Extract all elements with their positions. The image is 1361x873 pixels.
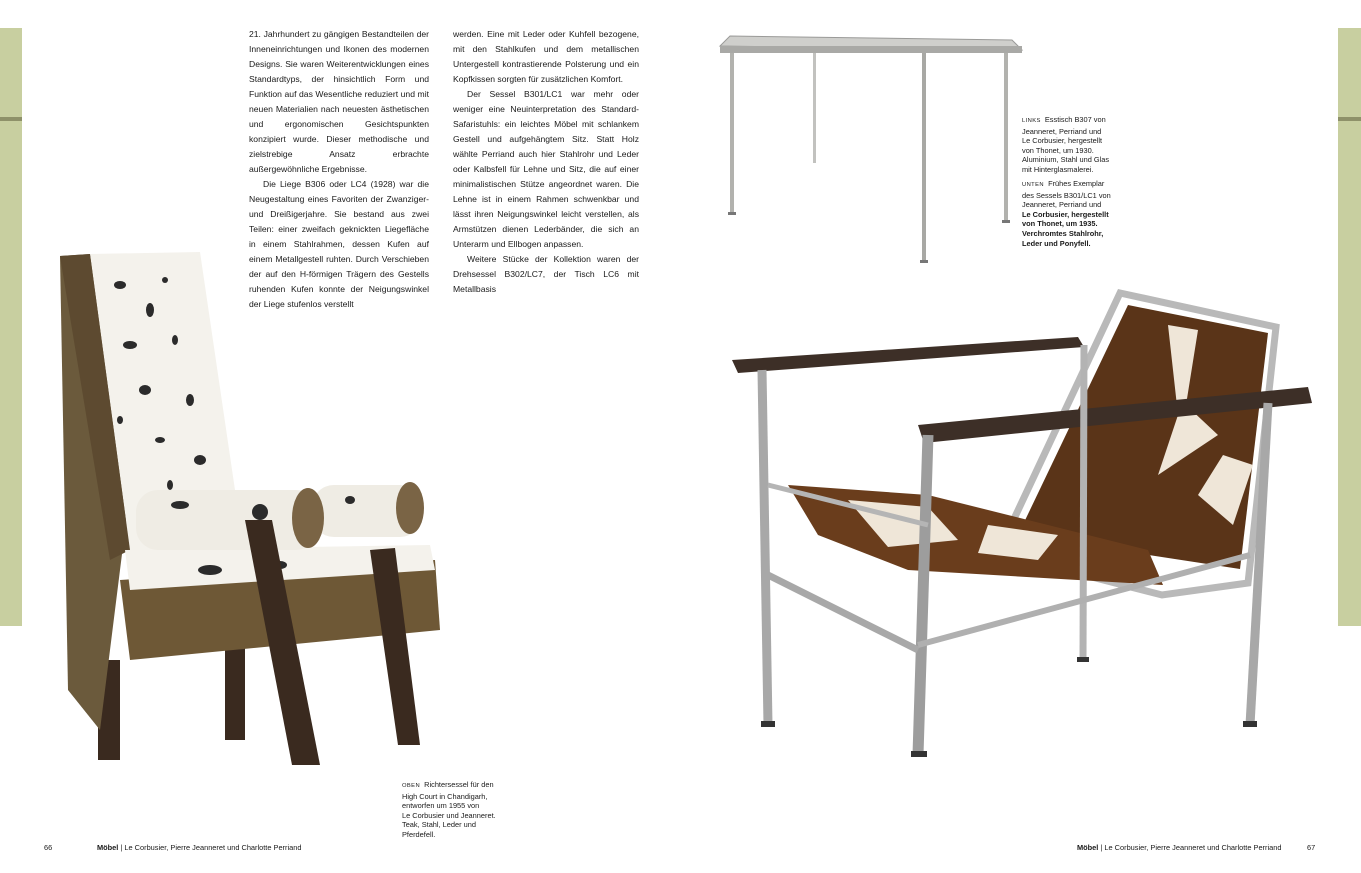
caption-line: von Thonet, um 1935. [1022,219,1098,229]
caption-line: Teak, Stahl, Leder und [402,820,476,830]
running-footer-left [97,843,301,852]
caption-line: Richtersessel für den [424,780,494,789]
caption-label: OBEN [402,783,421,789]
footer-subtitle: Le Corbusier, Pierre Jeanneret und Charlotte Perriand [1104,843,1282,852]
caption-line: Verchromtes Stahlrohr, [1022,228,1104,238]
judge-chair-photo [50,250,450,770]
paragraph: Der Sessel B301/LC1 war mehr oder weniger eine Neuinterpretation des Standard-Safaristuhls: ein leichtes Möbel mit schlankem Gestell und aufgehängtem Sitz. Statt Holz wählte Perriand auch hier Stahlrohr und Leder oder Kalbsfell für Lehne und Sitz, die auf einer minimalistischen Stütze angeordnet waren. Die Lehne ist in einem Rahmen schwenkbar und lässt ihren Neigungswinkel leicht verstellen, als Armstützen dienen Lederbänder, die sich an Unterarm und Ellbogen anpassen. [453,89,639,249]
page-number-right: 67 [1307,843,1316,852]
left-edge-tab-marker [0,117,22,121]
caption-line: Aluminium, Stahl und Glas [1022,155,1110,165]
caption-unten [1022,179,1111,248]
paragraph: Weitere Stücke der Kollektion waren der Drehsessel B302/LC7, der Tisch LC6 mit Metallbasis [453,254,639,294]
caption-line: mit Hinterglasmalerei. [1022,164,1094,174]
page-number-left: 66 [44,843,53,852]
body-text-column-right [453,27,639,297]
caption-line: von Thonet, um 1930. [1022,145,1094,155]
footer-section: Möbel [97,843,119,852]
caption-line: des Sessels B301/LC1 von [1022,190,1111,200]
paragraph: 21. Jahrhundert zu gängigen Bestandteilen der Inneneinrichtungen und Ikonen des modernen Designs. Sie waren Weiterentwicklungen eines Standardtyps, der hinsichtlich Form und Funktion auf das Wesentliche reduziert und mit neuen Materialien nach neuesten ästhetischen und ergonomischen Gesichtspunkten konzipiert wurde. Dieser methodische und zielstrebige Ansatz erbrachte außergewöhnliche Ergebnisse. [249,29,429,174]
caption-line: Jeanneret, Perriand und [1022,200,1102,210]
footer-separator: | [118,843,125,852]
caption-line: Leder und Ponyfell. [1022,238,1091,248]
caption-links [1022,115,1109,175]
running-footer-right [1077,843,1281,852]
caption-line: Pferdefell. [402,829,436,839]
dining-table-photo [716,32,1026,264]
caption-line: High Court in Chandigarh, [402,791,488,801]
caption-line: Le Corbusier, hergestellt [1022,136,1103,146]
caption-line: Frühes Exemplar [1048,179,1105,188]
right-edge-tab-marker [1338,117,1361,121]
caption-line: Le Corbusier, hergestellt [1022,209,1109,219]
paragraph: werden. Eine mit Leder oder Kuhfell bezogene, mit den Stahlkufen und dem metallischen Untergestell kontrastierende Polsterung und ein Kopfkissen sorgten für zusätzlichen Komfort. [453,29,639,84]
footer-section: Möbel [1077,843,1099,852]
caption-line: Le Corbusier und Jeanneret. [402,810,496,820]
caption-oben [402,780,496,840]
paragraph: Die Liege B306 oder LC4 (1928) war die Neugestaltung eines Favoriten der Zwanziger- und Dreißigerjahre. Sie bestand aus zwei Teilen: einer zweifach geknickten Liegefläche in einem Stahlrahmen, dessen Kufen auf einem Metallgestell ruhten. Durch Verschieben der auf den H-förmigen Trägern des Gestells ruhenden Kufen konnte der Neigungswinkel der Liege stufenlos verstellt [249,179,429,309]
footer-subtitle: Le Corbusier, Pierre Jeanneret und Charlotte Perriand [124,843,302,852]
caption-line: Esstisch B307 von [1044,115,1106,124]
caption-label: LINKS [1022,118,1041,124]
caption-label: UNTEN [1022,182,1044,188]
caption-line: Jeanneret, Perriand und [1022,126,1102,136]
lc1-chair-photo [728,285,1318,761]
caption-line: entworfen um 1955 von [402,801,480,811]
footer-separator: | [1098,843,1105,852]
